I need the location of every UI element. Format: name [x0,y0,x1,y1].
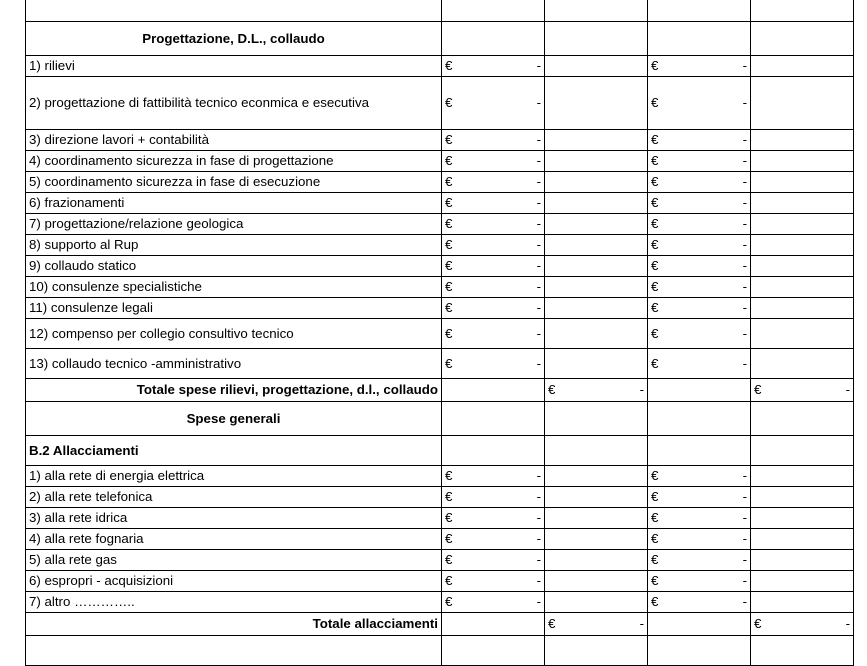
empty-cell-col2[interactable] [545,298,648,319]
amount-cell-col3[interactable] [648,466,751,487]
amount-dash: - [536,216,541,232]
amount-dash: - [742,132,747,148]
amount-dash: - [536,95,541,111]
amount-cell-col1[interactable] [442,256,545,277]
table-body [26,0,854,666]
table-row [26,56,854,77]
amount-cell-col3[interactable] [648,77,751,130]
section-header-label[interactable]: Progettazione, D.L., collaudo [26,22,442,56]
table-row [26,592,854,613]
amount-dash: - [742,195,747,211]
amount-cell-col1[interactable] [442,529,545,550]
amount-dash: - [536,300,541,316]
amount-cell-col1[interactable] [442,214,545,235]
item-label[interactable]: 1) rilievi [26,56,442,77]
table-row [26,349,854,379]
euro-symbol: € [445,300,453,316]
empty-cell-col3[interactable] [648,636,751,666]
item-label[interactable]: 6) espropri - acquisizioni [26,571,442,592]
amount-dash: - [742,510,747,526]
empty-cell-col4[interactable] [751,172,854,193]
item-label[interactable]: 10) consulenze specialistiche [26,277,442,298]
empty-cell-col2[interactable] [545,592,648,613]
empty-cell-col1[interactable] [442,22,545,56]
amount-cell-col3[interactable] [648,130,751,151]
euro-symbol: € [651,325,659,341]
section-header-label[interactable]: Spese generali [26,402,442,436]
table-row [26,214,854,235]
amount-cell-col1[interactable] [442,592,545,613]
amount-dash: - [742,594,747,610]
table-row [26,256,854,277]
euro-symbol: € [651,300,659,316]
empty-cell-col2[interactable] [545,172,648,193]
euro-symbol: € [651,489,659,505]
amount-cell-col3[interactable] [648,550,751,571]
table-row [26,298,854,319]
empty-cell-col2[interactable] [545,130,648,151]
item-label[interactable]: 4) alla rete fognaria [26,529,442,550]
table-row [26,130,854,151]
amount-dash: - [742,216,747,232]
euro-symbol: € [445,153,453,169]
table-row [26,22,854,56]
item-label[interactable]: 4) coordinamento sicurezza in fase di progettazione [26,151,442,172]
empty-cell-col2[interactable] [545,277,648,298]
empty-cell-col2[interactable] [545,256,648,277]
item-label[interactable]: 3) direzione lavori + contabilità [26,130,442,151]
euro-symbol: € [445,132,453,148]
amount-cell-col3[interactable] [648,214,751,235]
amount-dash: - [536,174,541,190]
empty-cell-col2[interactable] [545,193,648,214]
euro-symbol: € [651,216,659,232]
euro-symbol: € [445,355,453,371]
table-row [26,193,854,214]
empty-cell-col4[interactable] [751,56,854,77]
euro-symbol: € [445,58,453,74]
empty-cell-col1[interactable] [442,402,545,436]
amount-dash: - [536,58,541,74]
amount-dash: - [536,195,541,211]
empty-cell-col2[interactable] [545,487,648,508]
item-label[interactable]: 7) progettazione/relazione geologica [26,214,442,235]
table-row [26,613,854,636]
amount-cell-col3[interactable] [648,319,751,349]
amount-cell-col1[interactable] [442,235,545,256]
amount-dash: - [742,468,747,484]
empty-cell-col4[interactable] [751,193,854,214]
amount-cell-col1[interactable] [442,172,545,193]
empty-cell-col2[interactable] [545,508,648,529]
amount-dash: - [742,489,747,505]
amount-dash: - [536,355,541,371]
empty-cell-col2[interactable] [545,0,648,22]
amount-dash: - [742,58,747,74]
amount-cell-col1[interactable] [442,571,545,592]
item-label[interactable]: 9) collaudo statico [26,256,442,277]
table-row [26,550,854,571]
euro-symbol: € [445,468,453,484]
amount-cell-col3[interactable] [648,592,751,613]
euro-symbol: € [445,489,453,505]
euro-symbol: € [754,616,762,632]
amount-dash: - [742,153,747,169]
euro-symbol: € [445,531,453,547]
amount-cell-col3[interactable] [648,349,751,379]
euro-symbol: € [651,132,659,148]
amount-dash: - [639,382,644,398]
amount-dash: - [742,95,747,111]
amount-cell-col3[interactable] [648,529,751,550]
empty-cell-col4[interactable] [751,298,854,319]
empty-cell-col2[interactable] [545,56,648,77]
item-label[interactable]: 11) consulenze legali [26,298,442,319]
item-label[interactable]: 7) altro ………….. [26,592,442,613]
empty-cell-col4[interactable] [751,277,854,298]
euro-symbol: € [445,174,453,190]
amount-dash: - [536,468,541,484]
amount-dash: - [536,153,541,169]
empty-cell-col4[interactable] [751,402,854,436]
amount-dash: - [742,174,747,190]
amount-cell-col3[interactable] [648,277,751,298]
item-label[interactable]: 2) progettazione di fattibilità tecnico econmica e esecutiva [26,77,442,130]
empty-cell-col4[interactable] [751,130,854,151]
item-label[interactable]: 3) alla rete idrica [26,508,442,529]
item-label[interactable]: 13) collaudo tecnico -amministrativo [26,349,442,379]
amount-cell-col1[interactable] [442,550,545,571]
amount-dash: - [742,237,747,253]
amount-cell-col3[interactable] [648,256,751,277]
empty-cell-col4[interactable] [751,214,854,235]
euro-symbol: € [445,195,453,211]
amount-dash: - [536,132,541,148]
empty-cell-col1[interactable] [442,613,545,636]
amount-cell-col3[interactable] [648,298,751,319]
euro-symbol: € [445,258,453,274]
empty-cell-col2[interactable] [545,636,648,666]
amount-dash: - [845,382,850,398]
amount-dash: - [742,279,747,295]
amount-dash: - [536,594,541,610]
amount-cell-col1[interactable] [442,319,545,349]
blank-row-label[interactable] [26,0,442,22]
table-row [26,151,854,172]
amount-dash: - [536,573,541,589]
euro-symbol: € [651,552,659,568]
empty-cell-col2[interactable] [545,235,648,256]
empty-cell-col2[interactable] [545,151,648,172]
empty-cell-col4[interactable] [751,319,854,349]
amount-cell-col1[interactable] [442,487,545,508]
table-row [26,436,854,466]
euro-symbol: € [651,531,659,547]
euro-symbol: € [445,95,453,111]
euro-symbol: € [548,382,556,398]
amount-cell-col1[interactable] [442,298,545,319]
item-label[interactable]: 8) supporto al Rup [26,235,442,256]
amount-dash: - [536,489,541,505]
amount-cell-col3[interactable] [648,193,751,214]
amount-dash: - [536,510,541,526]
table-row [26,487,854,508]
empty-cell-col4[interactable] [751,550,854,571]
empty-cell-col2[interactable] [545,319,648,349]
empty-cell-col3[interactable] [648,613,751,636]
empty-cell-col4[interactable] [751,636,854,666]
amount-dash: - [639,616,644,632]
table-row [26,571,854,592]
amount-dash: - [536,552,541,568]
table-row [26,466,854,487]
empty-cell-col3[interactable] [648,22,751,56]
euro-symbol: € [651,153,659,169]
empty-cell-col4[interactable] [751,0,854,22]
euro-symbol: € [445,325,453,341]
amount-cell-col1[interactable] [442,349,545,379]
amount-cell-col1[interactable] [442,508,545,529]
empty-cell-col2[interactable] [545,349,648,379]
empty-cell-col2[interactable] [545,529,648,550]
empty-cell-col3[interactable] [648,0,751,22]
blank-row-label[interactable] [26,636,442,666]
empty-cell-col4[interactable] [751,235,854,256]
table-row [26,402,854,436]
euro-symbol: € [651,279,659,295]
table-row [26,172,854,193]
euro-symbol: € [651,237,659,253]
amount-dash: - [742,552,747,568]
item-label[interactable]: 5) alla rete gas [26,550,442,571]
amount-dash: - [742,325,747,341]
euro-symbol: € [445,552,453,568]
amount-cell-col3[interactable] [648,151,751,172]
table-row [26,77,854,130]
empty-cell-col2[interactable] [545,22,648,56]
empty-cell-col4[interactable] [751,466,854,487]
empty-cell-col4[interactable] [751,436,854,466]
amount-dash: - [536,531,541,547]
item-label[interactable]: 6) frazionamenti [26,193,442,214]
empty-cell-col2[interactable] [545,77,648,130]
amount-dash: - [742,300,747,316]
empty-cell-col2[interactable] [545,571,648,592]
amount-dash: - [742,355,747,371]
euro-symbol: € [651,594,659,610]
euro-symbol: € [651,174,659,190]
amount-cell-col4[interactable] [751,379,854,402]
table-row [26,636,854,666]
amount-cell-col1[interactable] [442,193,545,214]
amount-cell-col1[interactable] [442,151,545,172]
empty-cell-col4[interactable] [751,571,854,592]
empty-cell-col1[interactable] [442,0,545,22]
amount-dash: - [845,616,850,632]
euro-symbol: € [651,355,659,371]
empty-cell-col2[interactable] [545,402,648,436]
empty-cell-col4[interactable] [751,151,854,172]
empty-cell-col4[interactable] [751,77,854,130]
empty-cell-col1[interactable] [442,636,545,666]
amount-cell-col3[interactable] [648,172,751,193]
euro-symbol: € [548,616,556,632]
amount-cell-col3[interactable] [648,508,751,529]
empty-cell-col2[interactable] [545,214,648,235]
euro-symbol: € [651,195,659,211]
euro-symbol: € [651,573,659,589]
amount-dash: - [742,258,747,274]
amount-cell-col3[interactable] [648,56,751,77]
cost-estimate-table [25,0,854,666]
table-row [26,0,854,22]
empty-cell-col4[interactable] [751,508,854,529]
amount-cell-col4[interactable] [751,613,854,636]
item-label[interactable]: 12) compenso per collegio consultivo tecnico [26,319,442,349]
table-row [26,235,854,256]
amount-dash: - [536,237,541,253]
euro-symbol: € [445,216,453,232]
euro-symbol: € [651,95,659,111]
empty-cell-col1[interactable] [442,379,545,402]
amount-cell-col1[interactable] [442,466,545,487]
table-row [26,277,854,298]
empty-cell-col3[interactable] [648,436,751,466]
euro-symbol: € [651,468,659,484]
amount-cell-col1[interactable] [442,130,545,151]
item-label[interactable]: 1) alla rete di energia elettrica [26,466,442,487]
empty-cell-col2[interactable] [545,550,648,571]
empty-cell-col4[interactable] [751,22,854,56]
amount-dash: - [536,325,541,341]
euro-symbol: € [445,279,453,295]
table-row [26,529,854,550]
euro-symbol: € [445,573,453,589]
empty-cell-col4[interactable] [751,256,854,277]
table-row [26,508,854,529]
subsection-header-label[interactable]: B.2 Allacciamenti [26,436,442,466]
table-row [26,319,854,349]
empty-cell-col4[interactable] [751,529,854,550]
empty-cell-col1[interactable] [442,436,545,466]
amount-dash: - [536,279,541,295]
amount-dash: - [742,531,747,547]
amount-cell-col3[interactable] [648,235,751,256]
amount-cell-col1[interactable] [442,56,545,77]
amount-cell-col2[interactable] [545,379,648,402]
empty-cell-col3[interactable] [648,379,751,402]
euro-symbol: € [445,594,453,610]
item-label[interactable]: 2) alla rete telefonica [26,487,442,508]
amount-cell-col3[interactable] [648,487,751,508]
amount-dash: - [536,258,541,274]
euro-symbol: € [651,510,659,526]
empty-cell-col4[interactable] [751,487,854,508]
empty-cell-col4[interactable] [751,349,854,379]
amount-cell-col2[interactable] [545,613,648,636]
amount-cell-col1[interactable] [442,77,545,130]
euro-symbol: € [651,258,659,274]
amount-cell-col3[interactable] [648,571,751,592]
amount-cell-col1[interactable] [442,277,545,298]
empty-cell-col3[interactable] [648,402,751,436]
total-row-label[interactable]: Totale spese rilievi, progettazione, d.l., collaudo [26,379,442,402]
empty-cell-col2[interactable] [545,466,648,487]
euro-symbol: € [445,237,453,253]
empty-cell-col4[interactable] [751,592,854,613]
empty-cell-col2[interactable] [545,436,648,466]
euro-symbol: € [445,510,453,526]
euro-symbol: € [754,382,762,398]
total-row-label[interactable]: Totale allacciamenti [26,613,442,636]
table-row [26,379,854,402]
amount-dash: - [742,573,747,589]
euro-symbol: € [651,58,659,74]
item-label[interactable]: 5) coordinamento sicurezza in fase di esecuzione [26,172,442,193]
